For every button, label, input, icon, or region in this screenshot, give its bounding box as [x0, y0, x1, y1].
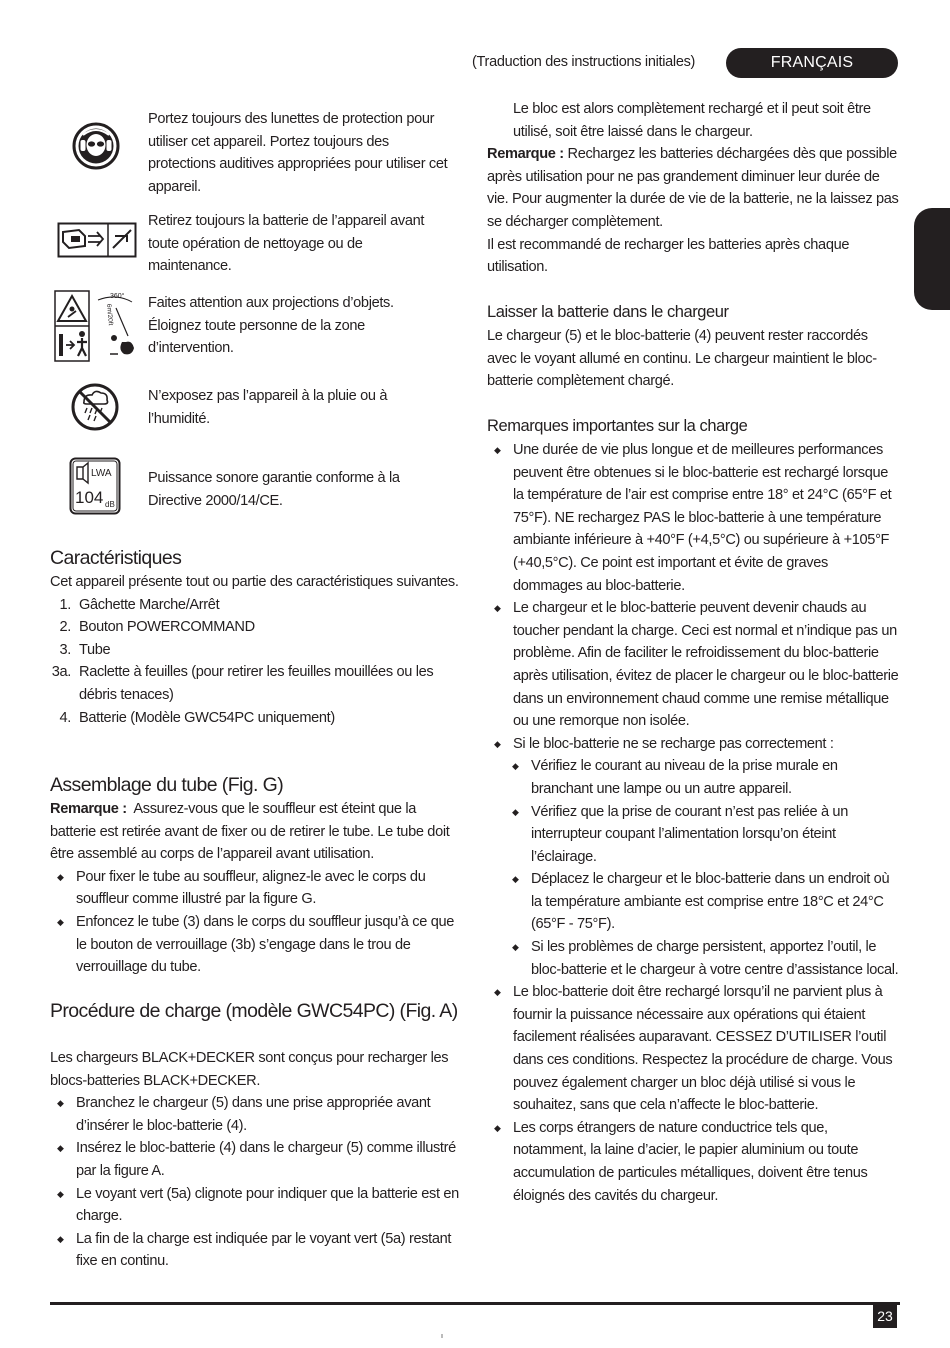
list-item: ◆ Enfoncez le tube (3) dans le corps du souffleur jusqu’à ce que le bouton de verrouillage (3b) s’engage dans le trou de verrouillage du tube.	[50, 911, 460, 979]
assembly-heading: Assemblage du tube (Fig. G)	[50, 774, 284, 796]
list-item: ◆ Branchez le chargeur (5) dans une prise appropriée avant d’insérer le bloc-batterie (4).	[50, 1092, 460, 1137]
symbol-text-rain: N’exposez pas l’appareil à la pluie ou à l’humidité.	[148, 388, 388, 427]
symbol-text-sound: Puissance sonore garantie conforme à la Directive 2000/14/CE.	[148, 470, 400, 509]
translation-note: (Traduction des instructions initiales)	[472, 54, 696, 70]
feature-item	[50, 707, 460, 730]
list-item: ◆ Pour fixer le tube au souffleur, alignez-le avec le corps du souffleur comme illustré par la figure G.	[50, 866, 460, 911]
charging-heading: Procédure de charge (modèle GWC54PC) (Fig. A)	[50, 1000, 458, 1022]
assembly-section	[50, 798, 460, 979]
leave-in-charger-text: Le chargeur (5) et le bloc-batterie (4) peuvent rester raccordés avec le voyant allumé en continu. Le chargeur maintient le bloc-batterie complètement chargé.	[487, 328, 877, 390]
assembly-bullets	[50, 866, 460, 979]
feature-label: Bouton POWERCOMMAND	[79, 619, 255, 636]
charging-note-2: Il est recommandé de recharger les batteries après chaque utilisation.	[487, 236, 850, 276]
features-heading: Caractéristiques	[50, 547, 182, 569]
charging-intro: Les chargeurs BLACK+DECKER sont conçus pour recharger les blocs-batteries BLACK+DECKER.	[50, 1050, 449, 1089]
list-item: ◆ Si les problèmes de charge persistent, apportez l’outil, le bloc-batterie et le chargeur à votre centre d’assistance local.	[505, 936, 900, 981]
list-item: ◆ Insérez le bloc-batterie (4) dans le chargeur (5) comme illustré par la figure A.	[50, 1137, 460, 1182]
feature-item	[50, 594, 460, 617]
list-item: ◆ Si le bloc-batterie ne se recharge pas correctement :	[487, 733, 900, 756]
footer-divider	[50, 1302, 900, 1305]
safety-glasses-ear-protection-icon	[72, 122, 120, 170]
note-text: Rechargez les batteries déchargées dès que possible après utilisation pour ne pas grandement diminuer leur durée de vie. Pour augmenter la durée de vie de la batterie, ne la laissez pas se décharger complètement.	[487, 146, 899, 230]
charging-note	[487, 143, 900, 233]
icon-label-db: dB	[105, 500, 115, 509]
feature-label: Batterie (Modèle GWC54PC uniquement)	[79, 709, 335, 726]
list-item: ◆ Vérifiez le courant au niveau de la prise murale en branchant une lampe ou un autre appareil.	[505, 755, 900, 800]
thrown-objects-icon	[54, 290, 138, 362]
feature-number: 3a.	[51, 664, 71, 681]
list-item: ◆ Les corps étrangers de nature conductrice tels que, notamment, la laine d’acier, le papier aluminium ou toute accumulation de particules métalliques, doivent être tenus éloignés des cavités du chargeur.	[487, 1117, 900, 1207]
feature-number: 2.	[59, 619, 71, 636]
feature-item	[50, 661, 460, 706]
list-item: ◆ Vérifiez que la prise de courant n’est pas reliée à un interrupteur coupant l’alimentation lorsqu’on éteint l’éclairage.	[505, 801, 900, 869]
charging-section	[50, 1047, 460, 1273]
feature-label: Raclette à feuilles (pour retirer les feuilles mouillées ou les débris tenaces)	[79, 664, 434, 703]
leave-in-charger-heading: Laisser la batterie dans le chargeur	[487, 303, 729, 321]
list-item: ◆ Une durée de vie plus longue et de meilleures performances peuvent être obtenues si le bloc-batterie est rechargé lorsque la température de l’air est comprise entre 18° et 24°C (65°F et 75°F). NE rechargez PAS le bloc-batterie à une température ambiante inférieure à +40°F (+4,5°C) ou supérieure à +105°F (+40,5°C). Ce point est important et évite de graves dommages au bloc-batterie.	[487, 439, 900, 597]
note-label: Remarque :	[50, 801, 127, 817]
no-rain-icon	[70, 382, 120, 432]
feature-label: Gâchette Marche/Arrêt	[79, 596, 220, 613]
assembly-note	[50, 798, 460, 866]
page-number: 23	[873, 1304, 897, 1328]
icon-label-104: 104	[75, 488, 104, 507]
charging-notes-list-continued	[487, 981, 900, 1207]
features-list	[50, 594, 460, 730]
list-item: ◆ La fin de la charge est indiquée par le voyant vert (5a) restant fixe en continu.	[50, 1228, 460, 1273]
feature-number: 4.	[59, 709, 71, 726]
features-intro: Cet appareil présente tout ou partie des caractéristiques suivantes.	[50, 574, 459, 590]
feature-item	[50, 639, 460, 662]
charging-continued	[487, 98, 900, 279]
remove-battery-icon	[57, 222, 137, 258]
feature-label: Tube	[79, 641, 111, 658]
feature-number: 3.	[59, 641, 71, 658]
language-badge: FRANÇAIS	[726, 48, 898, 78]
charging-continuation: Le bloc est alors complètement rechargé et il peut soit être utilisé, soit être laissé dans le chargeur.	[513, 101, 871, 140]
feature-item	[50, 616, 460, 639]
list-item: ◆ Le chargeur et le bloc-batterie peuvent devenir chauds au toucher pendant la charge. Ceci est normal et n’indique pas un problème. Afin de faciliter le refroidissement du bloc-batterie après utilisation, évitez de placer le chargeur ou le bloc-batterie dans un environnement chaud comme une remise métallique ou une remorque non isolée.	[487, 597, 900, 733]
sound-power-icon	[69, 457, 121, 515]
symbol-text-protection: Portez toujours des lunettes de protection pour utiliser cet appareil. Portez toujours des protections auditives appropriées pour utiliser cet appareil.	[148, 111, 448, 195]
icon-label-lwa: LWA	[91, 468, 112, 479]
symbol-text-thrown-objects: Faites attention aux projections d’objets. Éloignez toute personne de la zone d’intervention.	[148, 295, 394, 357]
features-section	[50, 571, 460, 729]
feature-number: 1.	[59, 596, 71, 613]
icon-label-360: 360°	[110, 293, 125, 300]
charging-notes-heading: Remarques importantes sur la charge	[487, 417, 748, 435]
charging-notes-section	[487, 439, 900, 1207]
note-label: Remarque :	[487, 146, 564, 163]
icon-label-distance: 6m/20ft	[105, 303, 114, 326]
note-text: Assurez-vous que le souffleur est éteint que la batterie est retirée avant de fixer ou de retirer le tube. Le tube doit être assemblé au corps de l’appareil avant utilisation.	[50, 801, 450, 863]
charging-notes-list	[487, 439, 900, 755]
footer-mark	[441, 1334, 443, 1338]
symbol-text-battery: Retirez toujours la batterie de l’appareil avant toute opération de nettoyage ou de maintenance.	[148, 213, 425, 275]
list-item: ◆ Déplacez le chargeur et le bloc-batterie dans un endroit où la température ambiante est comprise entre 18°C et 24°C (65°F - 75°F).	[505, 868, 900, 936]
list-item: ◆ Le voyant vert (5a) clignote pour indiquer que la batterie est en charge.	[50, 1183, 460, 1228]
charging-bullets	[50, 1092, 460, 1273]
troubleshooting-sub-list	[505, 755, 900, 981]
list-item: ◆ Le bloc-batterie doit être rechargé lorsqu’il ne parvient plus à fournir la puissance nécessaire aux opérations qui étaient facilement réalisées auparavant. CESSEZ D’UTILISER l’outil dans ces conditions. Respectez la procédure de charge. Vous pouvez également charger un bloc déjà utilisé si vous le souhaitez, sans que cela n’affecte le bloc-batterie.	[487, 981, 900, 1117]
section-tab-marker	[914, 208, 950, 310]
